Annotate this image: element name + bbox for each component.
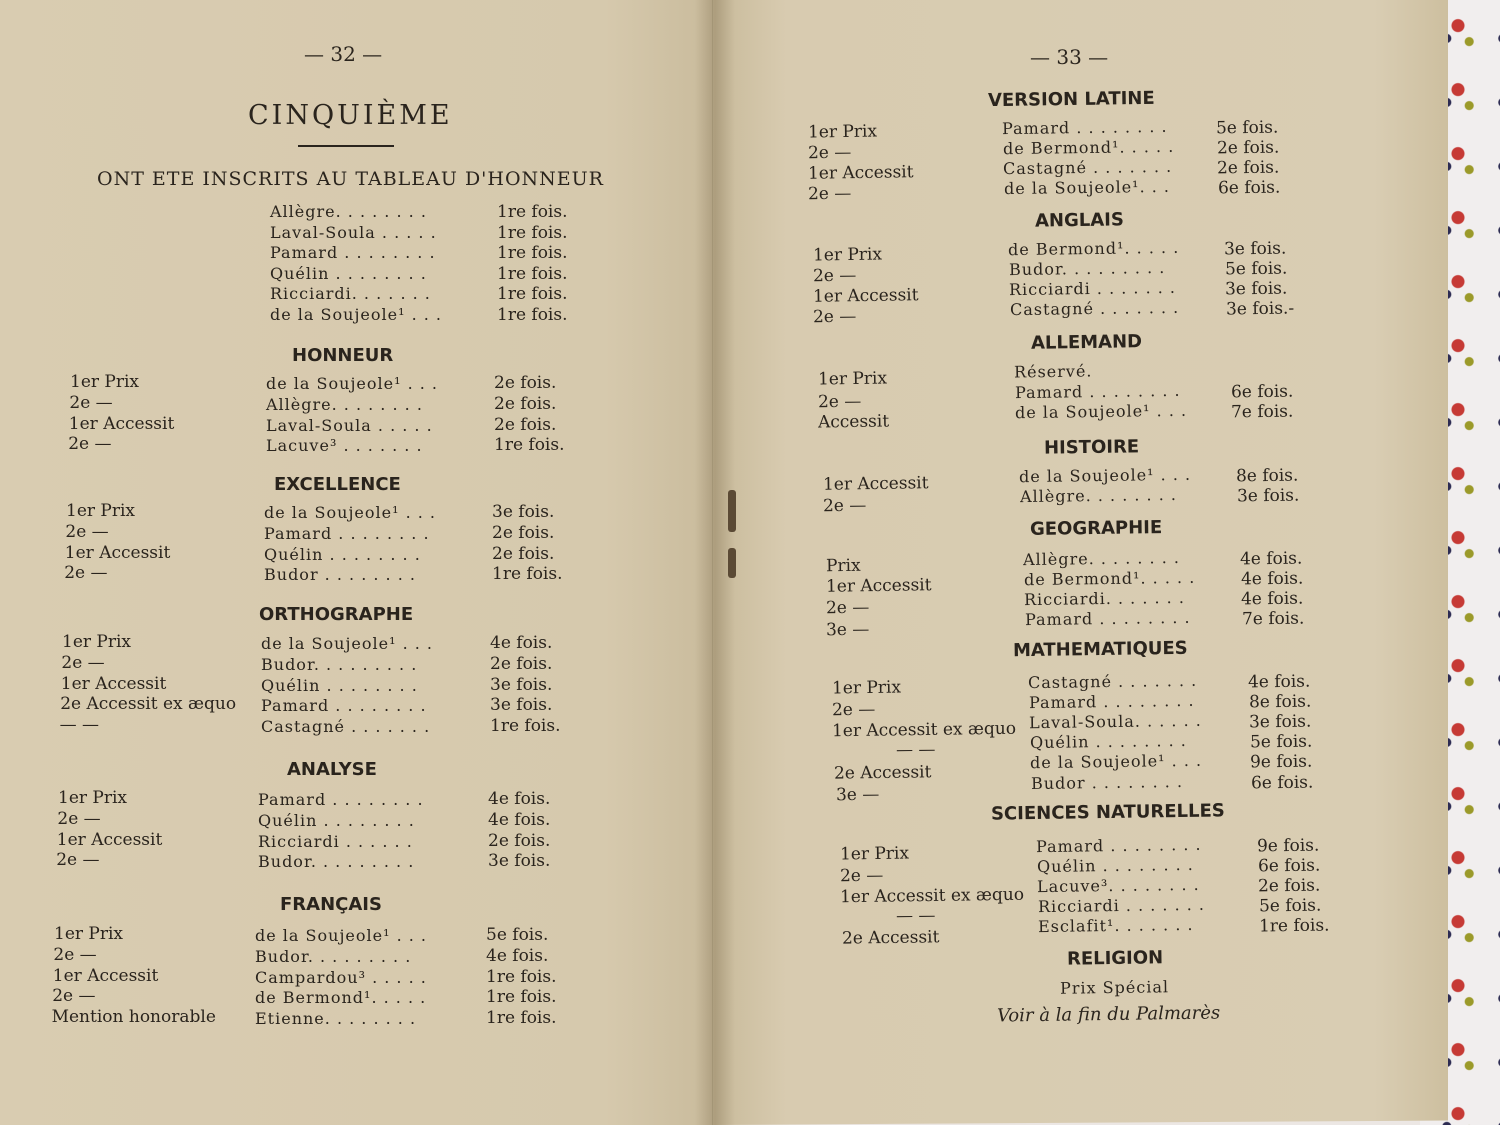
prize-rank: 1er Accessit: [822, 473, 929, 495]
prize-rank: Accessit: [817, 411, 890, 433]
student-name: de Bermond¹. . . . .: [1007, 237, 1180, 260]
prize-rank: 1er Accessit: [68, 413, 175, 434]
student-name: Quélin . . . . . . . .: [1029, 731, 1187, 753]
student-name: Quélin . . . . . . . .: [270, 263, 427, 283]
prize-rank: 1er Accessit ex æquo: [839, 884, 1025, 908]
fois-count: 2e fois.: [1217, 157, 1280, 179]
prize-rank: 1er Prix: [54, 924, 123, 944]
prize-rank: 2e —: [68, 434, 112, 455]
prize-rank: 2e —: [812, 265, 857, 287]
student-name: Budor. . . . . . . . .: [255, 946, 412, 966]
prize-rank: 1er Accessit: [52, 965, 159, 986]
prize-rank: 2e Accessit: [841, 927, 940, 949]
student-name: de Bermond¹. . . . .: [1002, 136, 1174, 159]
student-name: Esclafit¹. . . . . . .: [1038, 915, 1195, 937]
page-number: — 33 —: [1030, 45, 1109, 69]
prize-rank: 1er Accessit: [825, 575, 932, 597]
student-name: Budor . . . . . . . .: [264, 565, 416, 585]
student-name: Budor. . . . . . . . .: [258, 852, 415, 872]
prize-rank: 2e —: [56, 850, 100, 871]
section-heading: GEOGRAPHIE: [1029, 517, 1163, 540]
section-heading: ALLEMAND: [1030, 331, 1143, 354]
fois-count: 2e fois.: [492, 522, 555, 543]
fois-count: 2e fois.: [1258, 875, 1321, 897]
page-number: — 32 —: [304, 42, 383, 66]
fois-count: 1re fois.: [497, 202, 568, 222]
student-name: Pamard . . . . . . . .: [1024, 608, 1191, 630]
prize-rank: 1er Accessit: [64, 542, 171, 563]
student-name: de la Soujeole¹ . . .: [255, 926, 428, 945]
fois-count: 4e fois.: [1241, 588, 1304, 610]
student-name: Pamard . . . . . . . .: [258, 790, 424, 809]
student-name: Castagné . . . . . . .: [1027, 670, 1198, 693]
fois-count: 1re fois.: [497, 263, 568, 284]
prize-rank: 2e —: [57, 808, 101, 829]
fois-count: 1re fois.: [486, 1008, 557, 1029]
fois-count: 2e fois.: [490, 653, 553, 674]
prize-rank: 2e —: [807, 142, 852, 164]
student-name: de la Soujeole¹ . . .: [261, 634, 434, 653]
student-name: Pamard . . . . . . . .: [261, 696, 427, 716]
prize-rank: 2e —: [825, 597, 870, 619]
prize-rank: 1er Prix: [62, 632, 131, 652]
student-name: Pamard . . . . . . . .: [1014, 380, 1181, 403]
fois-count: 3e fois.: [1236, 485, 1300, 507]
student-name: Réservé.: [1013, 361, 1093, 382]
fois-count: 1re fois.: [497, 243, 568, 263]
prize-rank: 2e —: [817, 391, 862, 413]
student-name: Quélin . . . . . . . .: [264, 544, 421, 564]
prize-rank: 1er Prix: [807, 121, 878, 143]
prize-rank: Mention honorable: [51, 1007, 216, 1028]
prize-rank: 2e —: [61, 652, 105, 673]
student-name: de Bermond¹. . . . .: [1023, 567, 1195, 590]
student-name: Allègre. . . . . . . .: [266, 394, 423, 414]
fois-count: 3e fois.: [492, 502, 555, 522]
student-name: Lacuve³. . . . . . . .: [1037, 875, 1200, 897]
student-name: Budor. . . . . . . . .: [1008, 258, 1166, 280]
prize-rank: 1er Prix: [839, 843, 910, 865]
fois-count: 6e fois.: [1217, 177, 1281, 199]
prize-rank: 2e —: [53, 944, 97, 965]
fois-count: 7e fois.: [1231, 401, 1294, 423]
section-heading: ANGLAIS: [1034, 209, 1124, 232]
prize-rank: 1er Accessit: [60, 673, 167, 694]
title-rule: [298, 145, 394, 147]
student-name: Ricciardi . . . . . . .: [1009, 278, 1177, 300]
prize-rank: 1er Accessit: [807, 162, 914, 184]
fois-count: 1re fois.: [497, 284, 568, 304]
fois-count: 1re fois.: [497, 304, 568, 325]
student-name: Pamard . . . . . . . .: [1035, 834, 1202, 857]
fois-count: 2e fois.: [494, 414, 557, 435]
prize-rank: 2e Accessit: [833, 762, 932, 784]
religion-prize: Prix Spécial: [1059, 977, 1170, 998]
student-name: Quélin . . . . . . . .: [261, 675, 418, 695]
section-heading: RELIGION: [1066, 947, 1164, 970]
student-name: de la Soujeole¹. . .: [1003, 177, 1170, 199]
prize-rank: Prix: [825, 555, 861, 577]
fois-count: 5e fois.: [1224, 258, 1288, 280]
fois-count: 4e fois.: [488, 789, 551, 809]
binding-stitch: [728, 490, 736, 532]
prize-rank: — —: [895, 739, 936, 761]
fois-count: 7e fois.: [1241, 608, 1305, 630]
fois-count: 1re fois.: [486, 987, 557, 1008]
section-heading: MATHEMATIQUES: [1012, 637, 1188, 662]
fois-count: 4e fois.: [1239, 548, 1303, 570]
fois-count: 8e fois.: [1248, 691, 1312, 713]
prize-rank: 2e —: [831, 699, 876, 721]
fois-count: 4e fois.: [1240, 568, 1304, 590]
fois-count: 3e fois.-: [1225, 298, 1295, 320]
fois-count: 4e fois.: [486, 945, 549, 966]
fois-count: 1re fois.: [486, 966, 557, 987]
page-title: CINQUIÈME: [248, 100, 453, 131]
student-name: Ricciardi . . . . . . .: [1037, 895, 1205, 917]
section-heading: ANALYSE: [287, 759, 377, 780]
fois-count: 1re fois.: [497, 222, 568, 243]
prize-rank: 2e —: [52, 986, 96, 1007]
section-heading: HISTOIRE: [1043, 436, 1140, 459]
student-name: Castagné . . . . . . .: [261, 717, 431, 737]
student-name: Allègre. . . . . . . .: [1019, 484, 1177, 507]
fois-count: 4e fois.: [488, 809, 551, 830]
student-name: Castagné . . . . . . .: [1009, 298, 1180, 320]
student-name: Quélin . . . . . . . .: [1036, 854, 1194, 877]
student-name: Pamard . . . . . . . .: [1001, 116, 1168, 139]
section-heading: EXCELLENCE: [274, 474, 401, 495]
fois-count: 3e fois.: [488, 851, 551, 872]
prize-rank: 2e —: [64, 563, 108, 584]
student-name: Laval-Soula. . . . . .: [1029, 710, 1203, 733]
student-name: Pamard . . . . . . . .: [1028, 690, 1195, 713]
fois-count: 1re fois.: [1259, 915, 1331, 937]
fois-count: 5e fois.: [1249, 731, 1313, 753]
fois-count: 9e fois.: [1250, 751, 1313, 773]
prize-rank: 1er Prix: [58, 788, 127, 808]
fois-count: 6e fois.: [1230, 381, 1294, 403]
fois-count: 3e fois.: [1225, 278, 1288, 300]
fois-count: 3e fois.: [490, 674, 553, 695]
prize-rank: 3e —: [825, 619, 870, 641]
prize-rank: 1er Prix: [817, 368, 888, 390]
student-name: de la Soujeole¹ . . .: [266, 374, 439, 393]
fois-count: 1re fois.: [490, 716, 561, 737]
fois-count: 3e fois.: [490, 695, 553, 716]
fois-count: 5e fois.: [1258, 895, 1322, 917]
prize-rank: — —: [895, 905, 936, 927]
fois-count: 1re fois.: [494, 435, 565, 456]
prize-rank: 1er Prix: [812, 244, 883, 266]
prize-rank: 2e —: [822, 495, 867, 517]
student-name: de Bermond¹. . . . .: [255, 988, 427, 1008]
fois-count: 5e fois.: [486, 925, 549, 945]
fois-count: 9e fois.: [1256, 835, 1320, 857]
student-name: Budor. . . . . . . . .: [261, 654, 418, 674]
fois-count: 5e fois.: [1215, 117, 1279, 139]
prize-rank: 1er Accessit ex æquo: [831, 718, 1017, 742]
fois-count: 2e fois.: [494, 373, 557, 393]
fois-count: 6e fois.: [1250, 772, 1314, 793]
student-name: Pamard . . . . . . . .: [264, 523, 430, 543]
fois-count: 1re fois.: [492, 564, 563, 585]
student-name: Campardou³ . . . . .: [255, 967, 427, 987]
student-name: Laval-Soula . . . . .: [270, 222, 437, 242]
student-name: Allègre. . . . . . . .: [1022, 547, 1181, 570]
prize-rank: — —: [59, 715, 99, 736]
prize-rank: 1er Prix: [66, 501, 135, 521]
fois-count: 3e fois.: [1249, 711, 1312, 733]
prize-rank: 2e —: [839, 865, 884, 887]
student-name: de la Soujeole¹ . . .: [1018, 464, 1192, 487]
student-name: Castagné . . . . . . .: [1003, 157, 1173, 179]
student-name: Laval-Soula . . . . .: [266, 415, 433, 435]
section-heading: VERSION LATINE: [987, 87, 1155, 112]
student-name: Ricciardi . . . . . .: [258, 831, 413, 851]
student-name: Budor . . . . . . . .: [1030, 771, 1184, 793]
student-name: Ricciardi. . . . . . .: [270, 284, 431, 303]
student-name: de la Soujeole¹ . . .: [1030, 751, 1203, 773]
section-heading: SCIENCES NATURELLES: [990, 800, 1225, 825]
binding-stitch: [728, 548, 736, 578]
prize-rank: 2e —: [65, 521, 109, 542]
prize-rank: 2e Accessit ex æquo: [60, 694, 237, 715]
prize-rank: 2e —: [812, 306, 857, 328]
page-subtitle: ONT ETE INSCRITS AU TABLEAU D'HONNEUR: [97, 168, 604, 190]
section-heading: FRANÇAIS: [280, 894, 382, 915]
fois-count: 2e fois.: [1216, 137, 1280, 159]
student-name: Etienne. . . . . . . .: [255, 1009, 417, 1029]
student-name: Pamard . . . . . . . .: [270, 243, 436, 262]
fois-count: 6e fois.: [1257, 855, 1321, 877]
prize-rank: 3e —: [835, 784, 880, 806]
student-name: de la Soujeole¹ . . .: [264, 503, 437, 522]
student-name: Ricciardi. . . . . . .: [1024, 588, 1186, 610]
fois-count: 4e fois.: [490, 633, 553, 653]
fois-count: 2e fois.: [494, 393, 557, 414]
prize-rank: 1er Accessit: [812, 285, 919, 307]
prize-rank: 1er Prix: [831, 677, 902, 699]
prize-rank: 2e —: [69, 392, 113, 413]
student-name: Lacuve³ . . . . . . .: [266, 436, 423, 456]
student-name: Allègre. . . . . . . .: [270, 202, 427, 221]
student-name: de la Soujeole¹ . . .: [270, 304, 443, 324]
fois-count: 2e fois.: [488, 830, 551, 851]
student-name: de la Soujeole¹ . . .: [1015, 400, 1188, 423]
prize-rank: 1er Prix: [70, 372, 139, 392]
student-name: Quélin . . . . . . . .: [258, 810, 415, 830]
prize-rank: 2e —: [807, 183, 852, 205]
section-heading: HONNEUR: [292, 345, 394, 366]
religion-note: Voir à la fin du Palmarès: [996, 1002, 1221, 1027]
fois-count: 8e fois.: [1235, 465, 1299, 487]
fois-count: 4e fois.: [1247, 671, 1311, 693]
fois-count: 2e fois.: [492, 543, 555, 564]
prize-rank: 1er Accessit: [56, 829, 163, 850]
fois-count: 3e fois.: [1223, 238, 1287, 260]
section-heading: ORTHOGRAPHE: [259, 604, 414, 625]
